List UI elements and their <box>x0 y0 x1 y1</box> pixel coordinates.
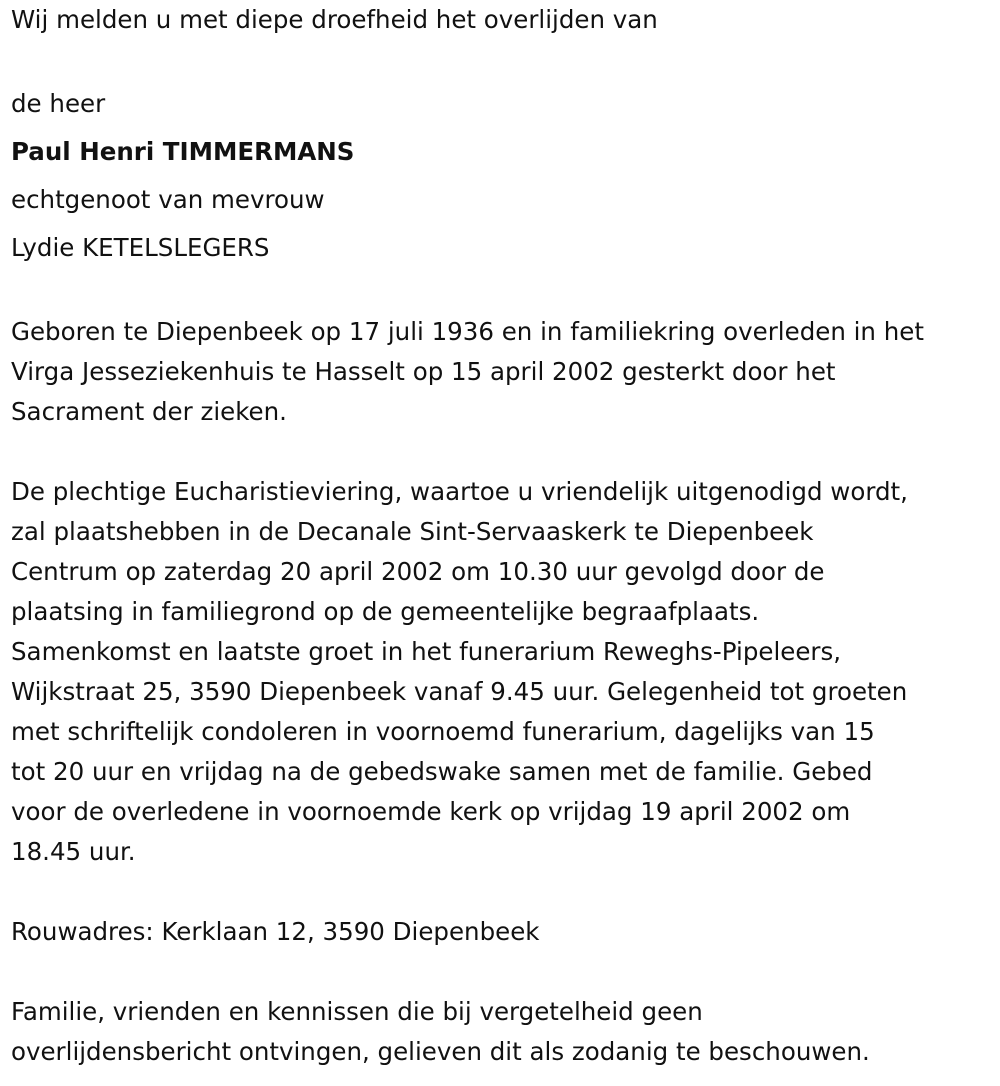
paragraph-line: De plechtige Eucharistieviering, waartoe u vriendelijk uitgenodigd wordt, <box>11 477 908 506</box>
mourning-address: Rouwadres: Kerklaan 12, 3590 Diepenbeek <box>11 917 540 946</box>
birth-paragraph <box>11 312 996 432</box>
death-notice <box>11 0 996 1072</box>
ceremony-paragraph <box>11 472 996 872</box>
deceased-name: Paul Henri TIMMERMANS <box>11 137 355 166</box>
paragraph-line: 18.45 uur. <box>11 837 136 866</box>
paragraph-line: overlijdensbericht ontvingen, gelieven dit als zodanig te beschouwen. <box>11 1037 870 1066</box>
intro-text: Wij melden u met diepe droefheid het overlijden van <box>11 5 658 34</box>
salutation: de heer <box>11 89 106 118</box>
paragraph-line: Virga Jesseziekenhuis te Hasselt op 15 april 2002 gesterkt door het <box>11 357 836 386</box>
closing-paragraph <box>11 992 996 1072</box>
spouse-name: Lydie KETELSLEGERS <box>11 233 270 262</box>
spacer <box>11 40 996 80</box>
paragraph-line: voor de overledene in voornoemde kerk op vrijdag 19 april 2002 om <box>11 797 851 826</box>
paragraph-line: Centrum op zaterdag 20 april 2002 om 10.30 uur gevolgd door de <box>11 557 825 586</box>
paragraph-line: Geboren te Diepenbeek op 17 juli 1936 en in familiekring overleden in het <box>11 317 924 346</box>
paragraph-line: Samenkomst en laatste groet in het funerarium Reweghs-Pipeleers, <box>11 637 842 666</box>
paragraph-line: plaatsing in familiegrond op de gemeentelijke begraafplaats. <box>11 597 760 626</box>
spacer <box>11 272 996 312</box>
spacer <box>11 432 996 472</box>
spacer <box>11 952 996 992</box>
paragraph-line: met schriftelijk condoleren in voornoemd funerarium, dagelijks van 15 <box>11 717 875 746</box>
spacer <box>11 872 996 912</box>
paragraph-line: Wijkstraat 25, 3590 Diepenbeek vanaf 9.45 uur. Gelegenheid tot groeten <box>11 677 908 706</box>
paragraph-line: Sacrament der zieken. <box>11 397 287 426</box>
paragraph-line: Familie, vrienden en kennissen die bij vergetelheid geen <box>11 997 703 1026</box>
deceased-block <box>11 80 996 272</box>
relation-text: echtgenoot van mevrouw <box>11 185 325 214</box>
paragraph-line: zal plaatshebben in de Decanale Sint-Servaaskerk te Diepenbeek <box>11 517 814 546</box>
paragraph-line: tot 20 uur en vrijdag na de gebedswake samen met de familie. Gebed <box>11 757 873 786</box>
